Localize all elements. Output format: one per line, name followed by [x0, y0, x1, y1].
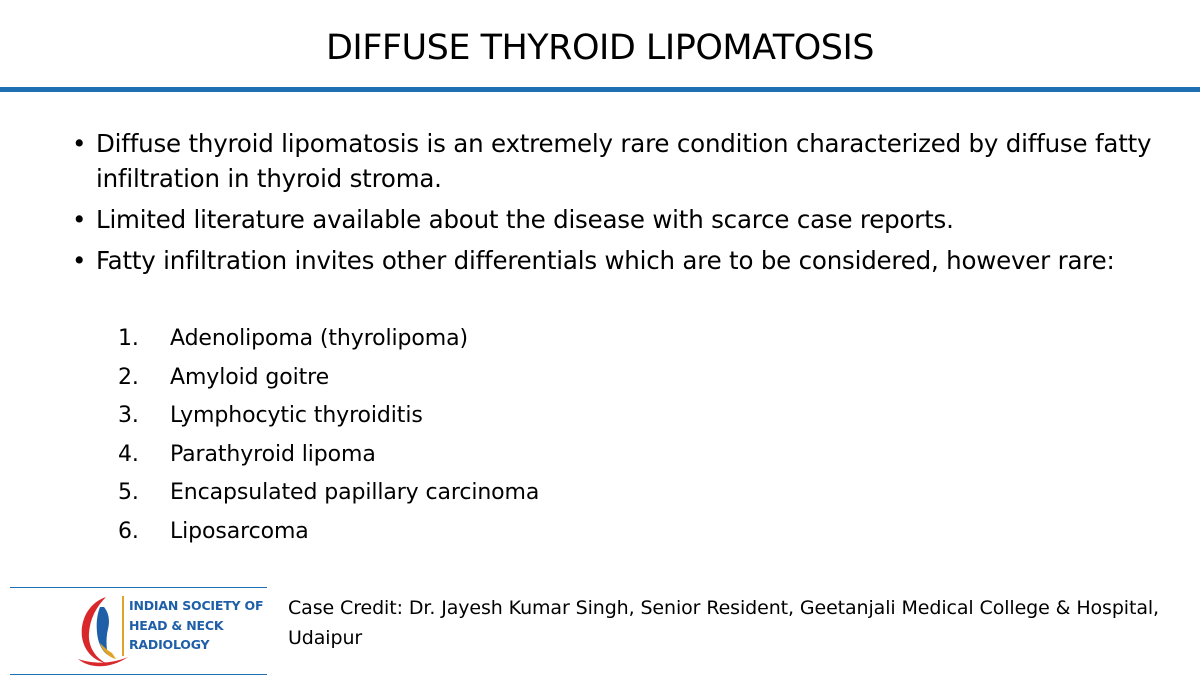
bullet-text: Limited literature available about the disease with scarce case reports. [96, 205, 954, 234]
bullet-item [72, 126, 1172, 196]
society-name-line: INDIAN SOCIETY OF [129, 598, 264, 613]
bullet-dot: • [72, 205, 87, 234]
society-name-line: RADIOLOGY [129, 637, 210, 652]
bullet-dot: • [72, 129, 87, 158]
item-number: 6. [118, 518, 139, 544]
item-text: Amyloid goitre [170, 364, 330, 390]
item-number: 3. [118, 403, 139, 429]
differential-item [118, 320, 539, 359]
item-text: Lymphocytic thyroiditis [170, 403, 423, 429]
differential-item [118, 359, 539, 398]
society-logo [10, 587, 267, 675]
item-number: 2. [118, 364, 139, 390]
item-text: Liposarcoma [170, 518, 309, 544]
case-credit: Case Credit: Dr. Jayesh Kumar Singh, Senior Resident, Geetanjali Medical College & Hospital, Udaipur [288, 597, 1159, 649]
item-number: 1. [118, 326, 139, 351]
bullet-text: Fatty infiltration invites other differentials which are to be considered, however rare: [96, 246, 1115, 275]
item-number: 5. [118, 480, 139, 506]
differential-item [118, 474, 539, 513]
title-divider [0, 87, 1200, 92]
bullet-dot: • [72, 246, 87, 275]
bullet-item [72, 243, 1172, 278]
item-text: Encapsulated papillary carcinoma [170, 480, 540, 506]
bullet-text: Diffuse thyroid lipomatosis is an extremely rare condition characterized by diffuse fatty infiltration in thyroid stroma. [96, 129, 1152, 193]
slide-title: DIFFUSE THYROID LIPOMATOSIS [325, 28, 875, 68]
item-number: 4. [118, 441, 139, 467]
differential-item [118, 397, 539, 436]
differential-item [118, 513, 539, 552]
item-text: Parathyroid lipoma [170, 441, 376, 467]
society-name [122, 596, 265, 656]
bullet-item [72, 202, 1172, 237]
bullet-list [72, 126, 1172, 284]
differentials-list [118, 320, 539, 552]
item-text: Adenolipoma (thyrolipoma) [170, 326, 468, 351]
society-name-line: HEAD & NECK [129, 617, 224, 633]
differential-item [118, 436, 539, 475]
